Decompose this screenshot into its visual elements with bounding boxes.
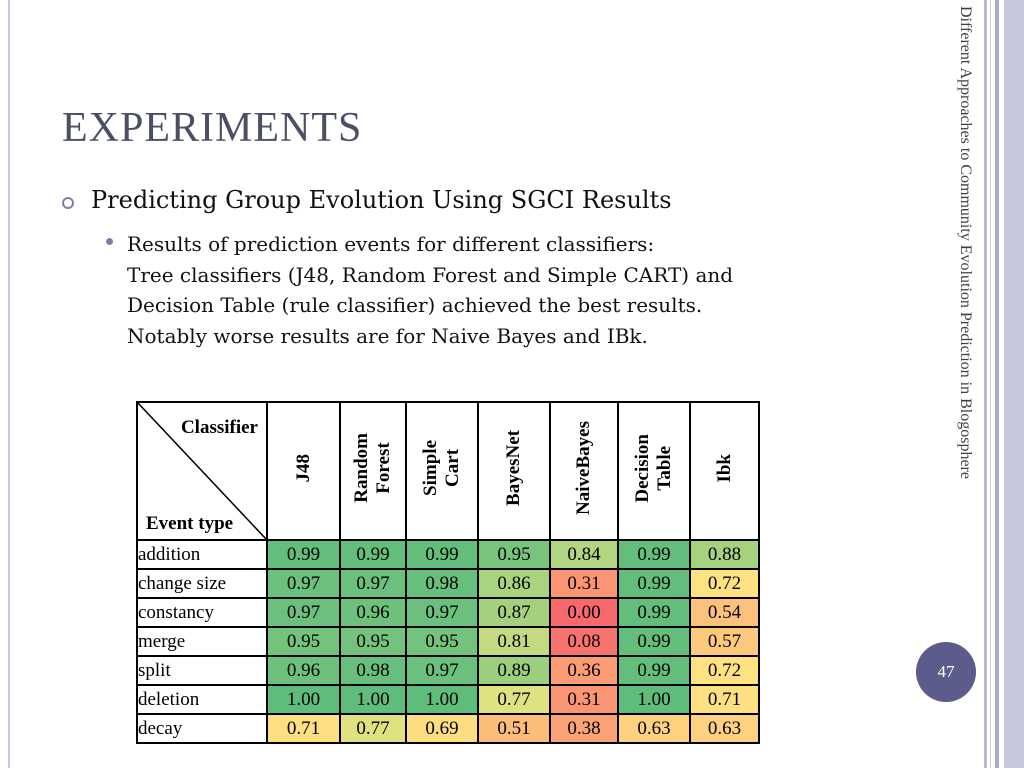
bullet-level-1 — [62, 186, 672, 214]
column-header — [340, 402, 406, 540]
corner-classifier-label: Classifier — [180, 417, 258, 438]
bullet-line: Notably worse results are for Naive Bayes and IBk. — [127, 323, 648, 348]
table-cell: 0.71 — [690, 685, 759, 714]
slide-title: EXPERIMENTS — [62, 105, 363, 151]
table-cell: 0.96 — [267, 656, 340, 685]
table-cell: 0.97 — [340, 569, 406, 598]
table-cell: 0.86 — [478, 569, 550, 598]
table-cell: 0.97 — [267, 569, 340, 598]
bullet-line: Tree classifiers (J48, Random Forest and Simple CART) and — [127, 262, 734, 287]
column-header — [478, 402, 550, 540]
row-label: deletion — [137, 685, 267, 714]
table-cell: 0.97 — [406, 598, 478, 627]
table-cell: 0.51 — [478, 714, 550, 743]
table-cell: 0.72 — [690, 569, 759, 598]
table-cell: 1.00 — [618, 685, 690, 714]
row-label: decay — [137, 714, 267, 743]
bullet-level-2-text — [127, 229, 733, 351]
table-cell: 0.81 — [478, 627, 550, 656]
table-cell: 0.99 — [340, 540, 406, 569]
table-cell: 0.08 — [550, 627, 618, 656]
page-number-badge — [916, 642, 976, 702]
table-cell: 0.57 — [690, 627, 759, 656]
bullet-line: Decision Table (rule classifier) achieved the best results. — [127, 293, 703, 317]
row-label: change size — [137, 569, 267, 598]
table-cell: 0.87 — [478, 598, 550, 627]
table-row — [137, 714, 759, 743]
left-decorative-rule — [8, 0, 10, 768]
table-cell: 0.99 — [618, 627, 690, 656]
column-header-text: Table — [654, 445, 675, 491]
table-row — [137, 598, 759, 627]
table-cell: 0.71 — [267, 714, 340, 743]
table-body — [137, 540, 759, 743]
table-cell: 0.54 — [690, 598, 759, 627]
right-stripe — [995, 0, 999, 768]
page-number: 47 — [937, 662, 955, 681]
column-header-text: Ibk — [713, 453, 735, 483]
table-cell: 0.36 — [550, 656, 618, 685]
column-header-text: Simple — [420, 440, 441, 496]
column-header — [690, 402, 759, 540]
table-row — [137, 627, 759, 656]
table-row — [137, 685, 759, 714]
table-cell: 0.95 — [267, 627, 340, 656]
table-cell: 0.99 — [618, 656, 690, 685]
row-label: constancy — [137, 598, 267, 627]
column-header-text: Cart — [442, 449, 463, 487]
column-header — [406, 402, 478, 540]
table-cell: 0.99 — [618, 598, 690, 627]
table-cell: 0.97 — [267, 598, 340, 627]
table-corner-cell — [137, 402, 267, 540]
table-cell: 0.31 — [550, 569, 618, 598]
table-cell: 0.99 — [406, 540, 478, 569]
table-row — [137, 569, 759, 598]
table-cell: 0.98 — [406, 569, 478, 598]
table-cell: 0.63 — [618, 714, 690, 743]
results-table — [136, 401, 760, 744]
table-cell: 1.00 — [267, 685, 340, 714]
right-stripe — [984, 0, 987, 768]
ring-bullet-icon — [62, 197, 74, 209]
table-cell: 0.97 — [406, 656, 478, 685]
column-header-text: Forest — [373, 442, 394, 494]
bullet-line: Results of prediction events for different classifiers: — [127, 232, 655, 256]
table-cell: 0.95 — [406, 627, 478, 656]
column-header-text: BayesNet — [503, 430, 524, 506]
table-cell: 0.00 — [550, 598, 618, 627]
column-header — [550, 402, 618, 540]
column-header — [267, 402, 340, 540]
table-header-row — [137, 402, 759, 540]
side-title: Different Approaches to Community Evolution Prediction in Blogosphere — [957, 6, 974, 479]
column-header-text: J48 — [292, 453, 314, 483]
row-label: split — [137, 656, 267, 685]
table-cell: 0.98 — [340, 656, 406, 685]
corner-event-type-label: Event type — [146, 513, 234, 534]
table-cell: 0.95 — [478, 540, 550, 569]
table-cell: 0.99 — [618, 569, 690, 598]
table-cell: 0.77 — [340, 714, 406, 743]
table-cell: 0.72 — [690, 656, 759, 685]
table-cell: 0.89 — [478, 656, 550, 685]
right-stripe — [990, 0, 991, 768]
table-row — [137, 656, 759, 685]
bullet-level-2 — [106, 229, 733, 351]
row-label: addition — [137, 540, 267, 569]
table-cell: 0.88 — [690, 540, 759, 569]
table-cell: 0.63 — [690, 714, 759, 743]
column-header — [618, 402, 690, 540]
table-cell: 1.00 — [340, 685, 406, 714]
table-cell: 0.99 — [618, 540, 690, 569]
table-cell: 0.31 — [550, 685, 618, 714]
table-cell: 0.38 — [550, 714, 618, 743]
table-cell: 0.96 — [340, 598, 406, 627]
table-cell: 0.95 — [340, 627, 406, 656]
table-row — [137, 540, 759, 569]
dot-bullet-icon — [106, 238, 113, 245]
table-cell: 1.00 — [406, 685, 478, 714]
table-cell: 0.77 — [478, 685, 550, 714]
table-cell: 0.69 — [406, 714, 478, 743]
bullet-level-1-text: Predicting Group Evolution Using SGCI Results — [91, 186, 672, 214]
right-stripe — [1004, 0, 1024, 768]
row-label: merge — [137, 627, 267, 656]
column-header-text: Random — [351, 433, 372, 503]
table-cell: 0.99 — [267, 540, 340, 569]
column-header-text: NaiveBayes — [573, 421, 594, 515]
column-header-text: Decision — [632, 433, 653, 503]
table-cell: 0.84 — [550, 540, 618, 569]
